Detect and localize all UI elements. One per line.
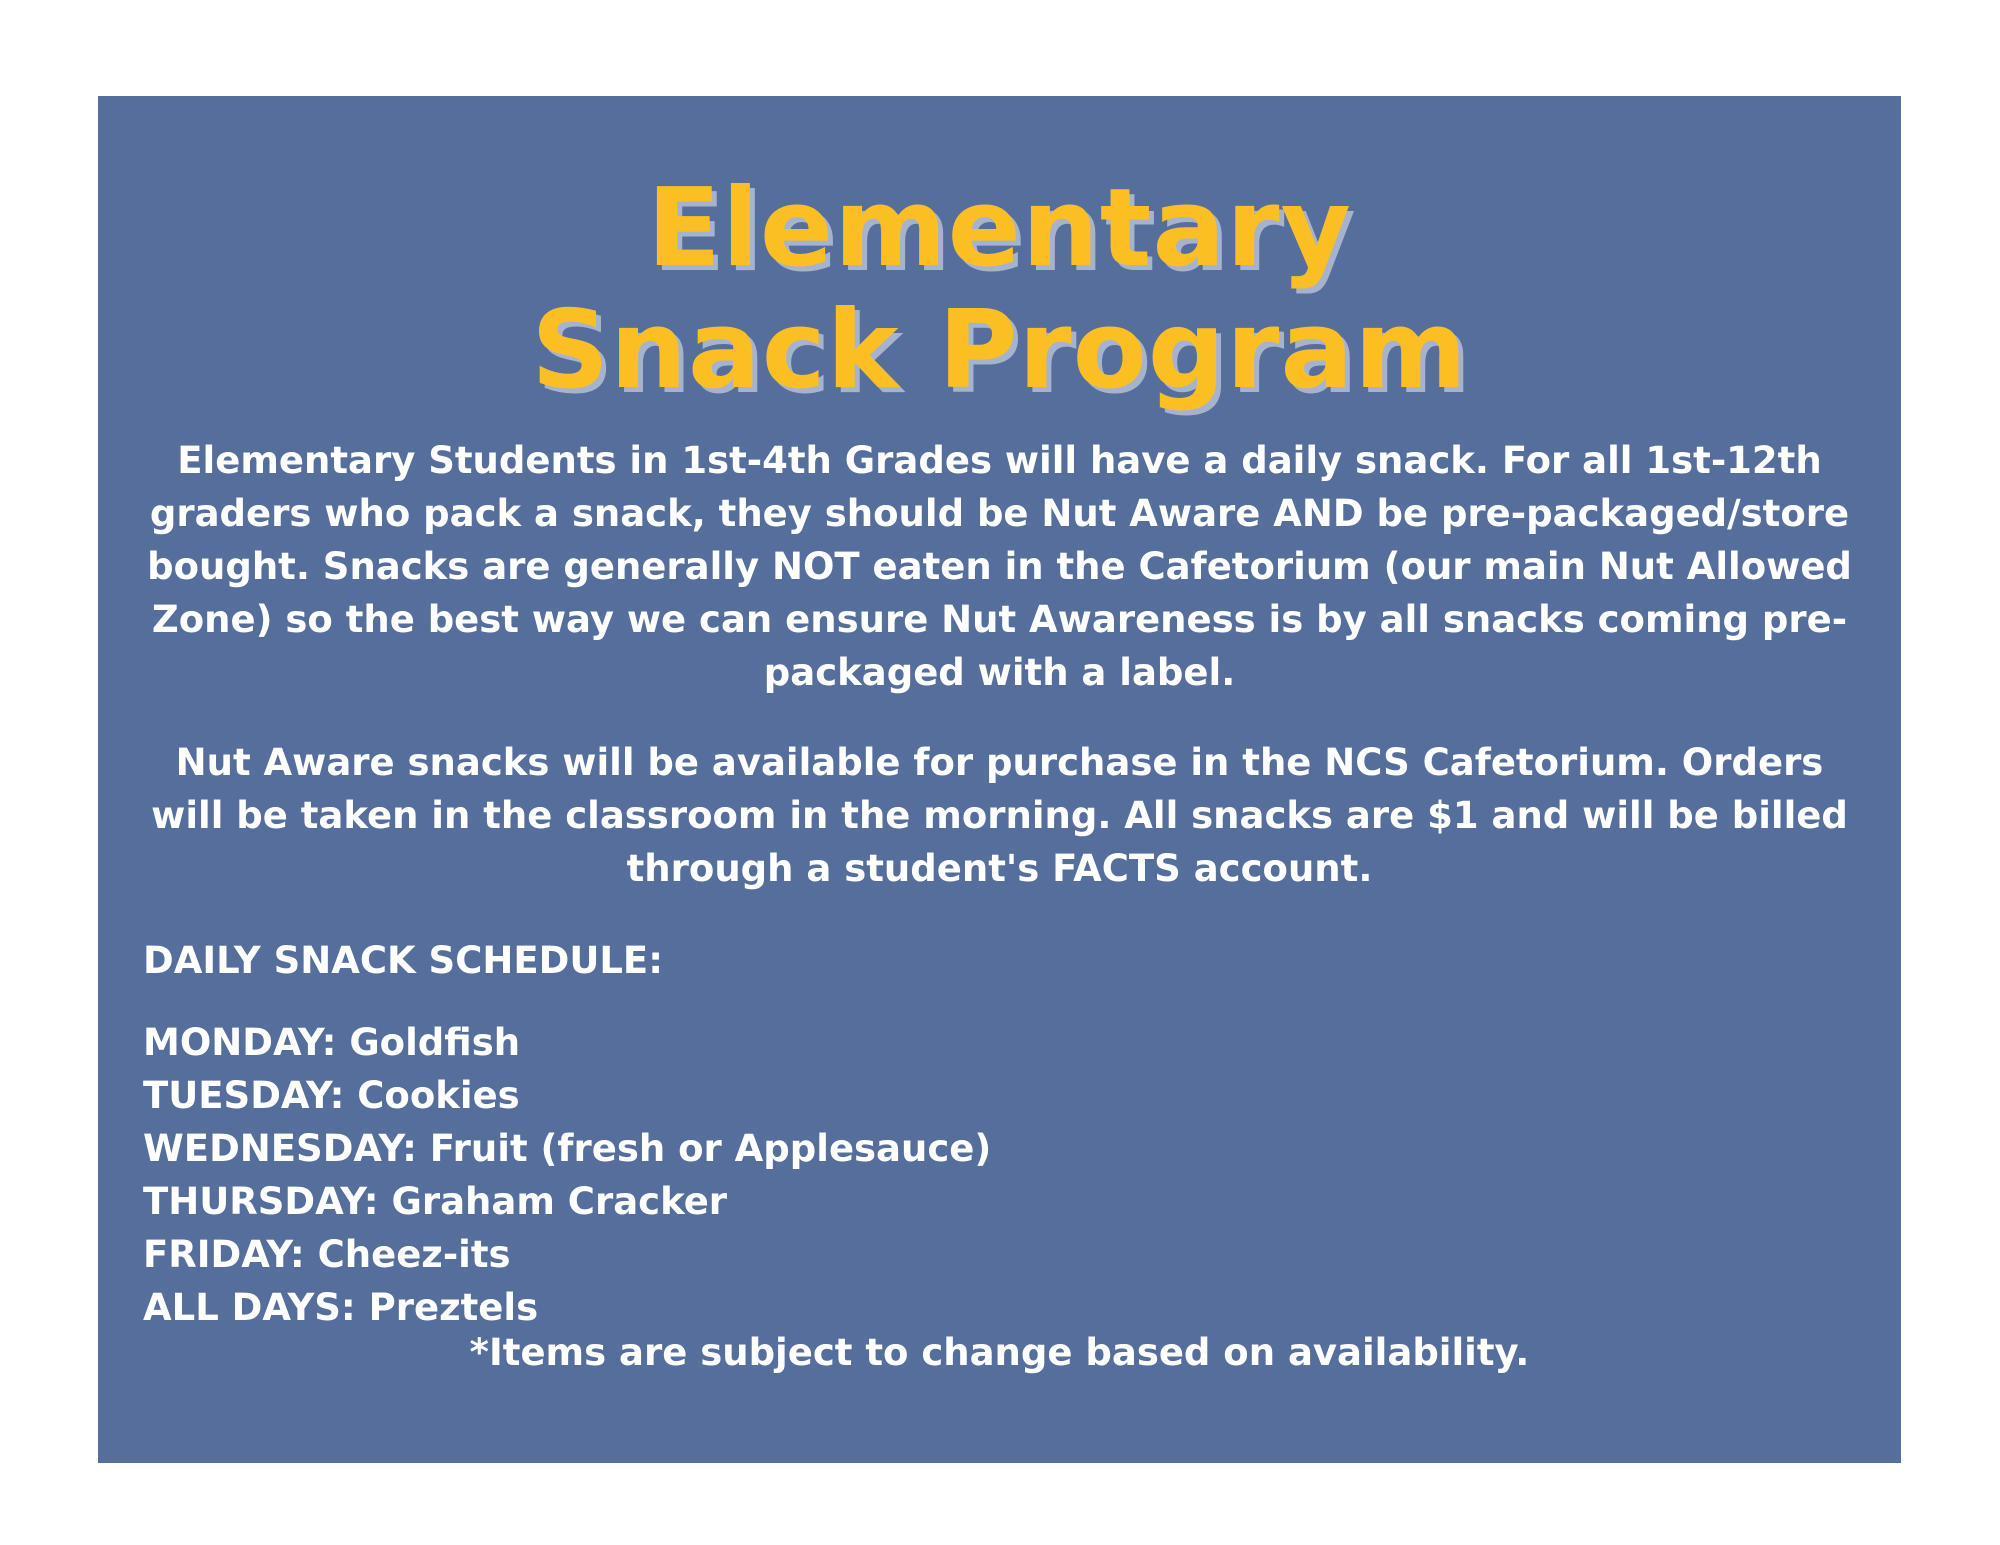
schedule-item-thursday bbox=[143, 1175, 991, 1228]
title-line-2: Snack Program bbox=[531, 288, 1468, 413]
title-line-1: Elementary bbox=[647, 166, 1352, 291]
schedule-snack: Fruit (fresh or Applesauce) bbox=[429, 1127, 992, 1170]
schedule-item-friday bbox=[143, 1228, 991, 1281]
schedule-heading: DAILY SNACK SCHEDULE: bbox=[143, 939, 664, 982]
schedule-snack: Preztels bbox=[368, 1286, 539, 1329]
page-title bbox=[98, 168, 1901, 412]
schedule-snack: Cheez-its bbox=[317, 1233, 511, 1276]
schedule-list bbox=[143, 1016, 991, 1334]
schedule-day: ALL DAYS: bbox=[143, 1286, 356, 1329]
schedule-day: WEDNESDAY: bbox=[143, 1127, 417, 1170]
schedule-item-monday bbox=[143, 1016, 991, 1069]
schedule-snack: Graham Cracker bbox=[391, 1180, 728, 1223]
schedule-day: TUESDAY: bbox=[143, 1074, 345, 1117]
schedule-snack: Goldfish bbox=[349, 1021, 521, 1064]
availability-note: *Items are subject to change based on availability. bbox=[469, 1331, 1530, 1374]
schedule-item-tuesday bbox=[143, 1069, 991, 1122]
flyer-panel bbox=[98, 96, 1901, 1463]
intro-paragraph: Elementary Students in 1st-4th Grades will have a daily snack. For all 1st-12th graders who pack a snack, they should be Nut Aware AND be pre-packaged/store bought. Snacks are generally NOT eaten in the Cafetorium (our main Nut Allowed Zone) so the best way we can ensure Nut Awareness is by all snacks coming pre-packaged with a label. bbox=[147, 439, 1852, 694]
schedule-snack: Cookies bbox=[357, 1074, 520, 1117]
schedule-day: THURSDAY: bbox=[143, 1180, 379, 1223]
schedule-item-wednesday bbox=[143, 1122, 991, 1175]
schedule-day: MONDAY: bbox=[143, 1021, 337, 1064]
purchase-paragraph: Nut Aware snacks will be available for purchase in the NCS Cafetorium. Orders will be taken in the classroom in the morning. All snacks are $1 and will be billed through a student's FACTS account. bbox=[151, 741, 1848, 890]
schedule-day: FRIDAY: bbox=[143, 1233, 305, 1276]
